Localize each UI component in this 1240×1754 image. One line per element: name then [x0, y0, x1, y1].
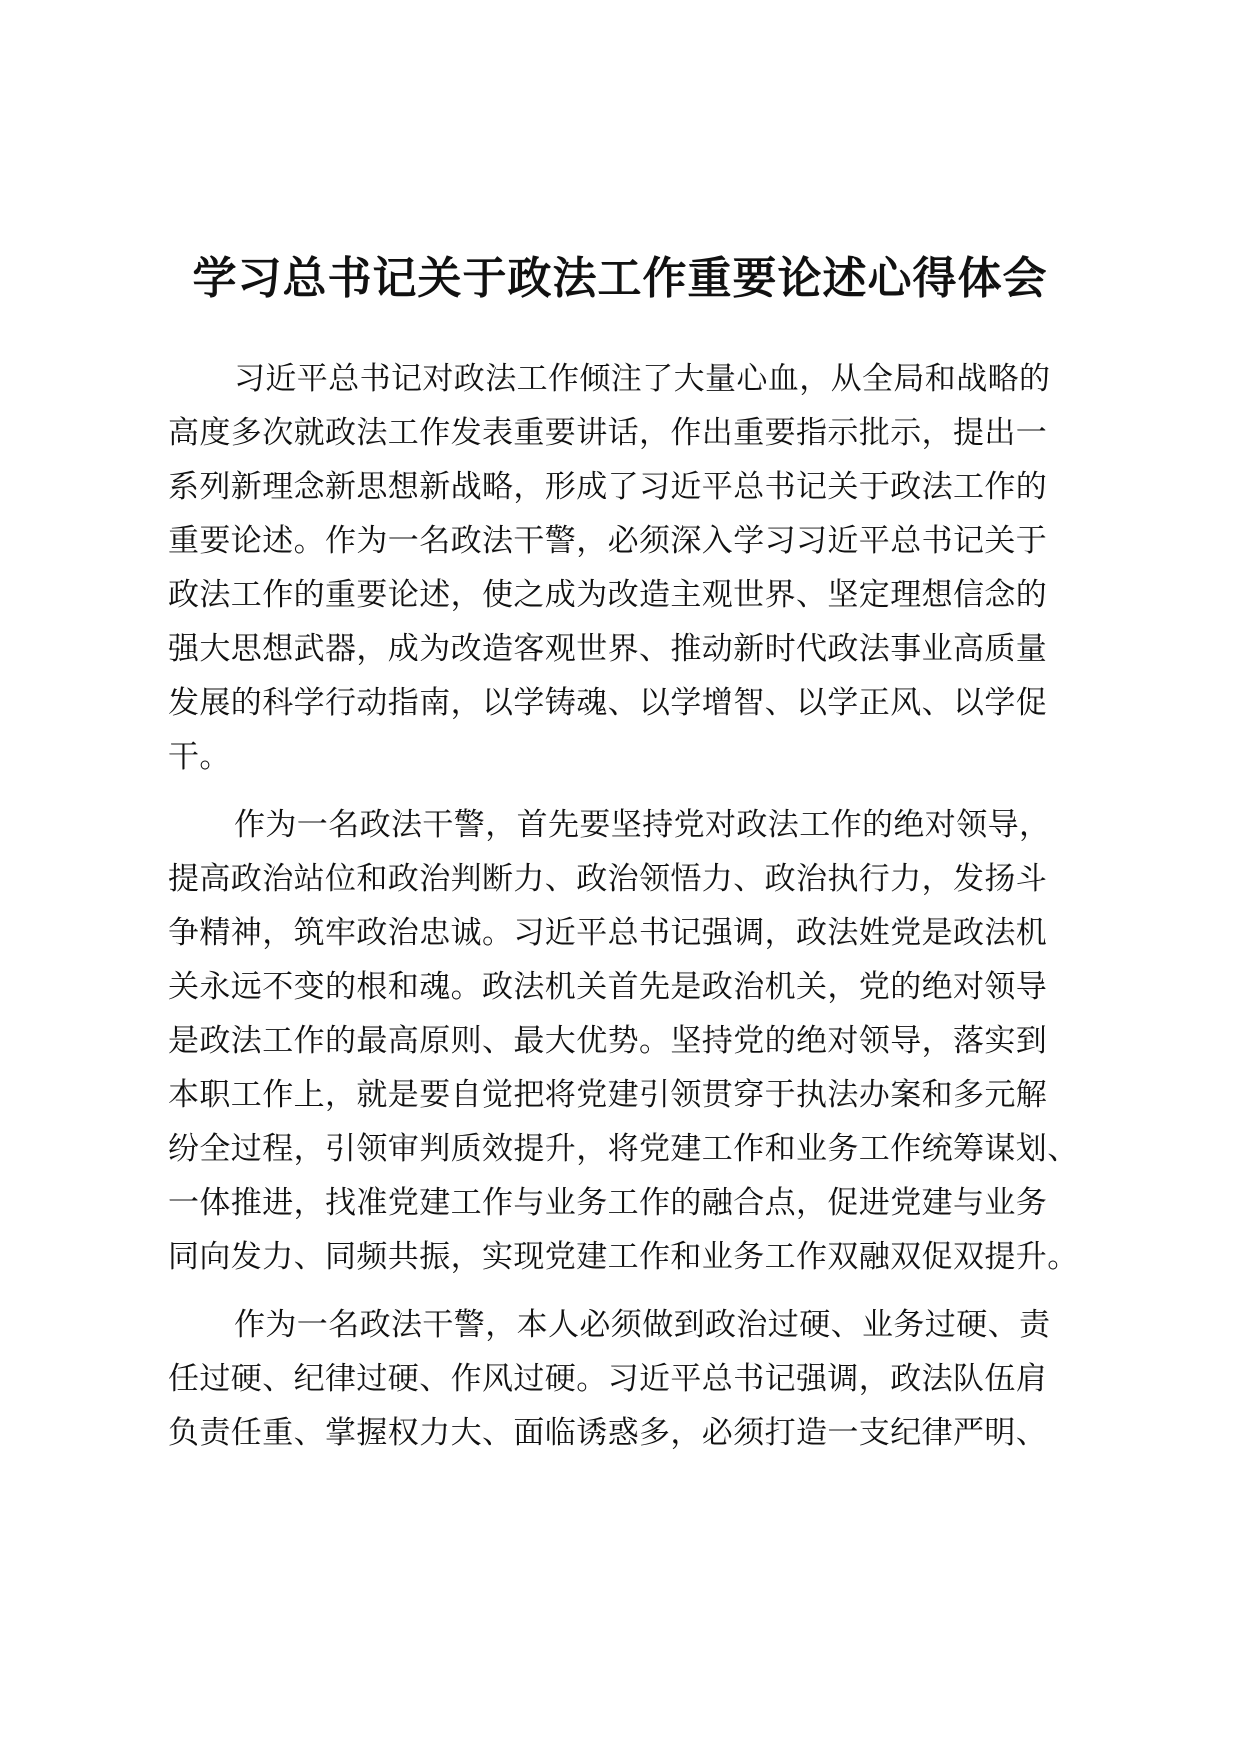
paragraph-line: 关永远不变的根和魂。政法机关首先是政治机关，党的绝对领导 — [168, 969, 1048, 1005]
paragraph-line: 同向发力、同频共振，实现党建工作和业务工作双融双促双提升。 — [168, 1239, 1079, 1275]
paragraph-line: 强大思想武器，成为改造客观世界、推动新时代政法事业高质量 — [168, 631, 1048, 667]
paragraph-line: 一体推进，找准党建工作与业务工作的融合点，促进党建与业务 — [168, 1185, 1048, 1221]
paragraph-3 — [168, 1298, 1090, 1460]
paragraph-line: 提高政治站位和政治判断力、政治领悟力、政治执行力，发扬斗 — [168, 861, 1048, 897]
paragraph-line: 系列新理念新思想新战略，形成了习近平总书记关于政法工作的 — [168, 469, 1048, 505]
paragraph-line: 高度多次就政法工作发表重要讲话，作出重要指示批示，提出一 — [168, 415, 1048, 451]
paragraph-line: 重要论述。作为一名政法干警，必须深入学习习近平总书记关于 — [168, 523, 1048, 559]
paragraph-line: 负责任重、掌握权力大、面临诱惑多，必须打造一支纪律严明、 — [168, 1415, 1048, 1451]
document-title: 学习总书记关于政法工作重要论述心得体会 — [192, 253, 1048, 305]
paragraph-2 — [168, 798, 1090, 1284]
paragraph-line: 是政法工作的最高原则、最大优势。坚持党的绝对领导，落实到 — [168, 1023, 1048, 1059]
paragraph-1 — [168, 352, 1090, 784]
paragraph-line: 政法工作的重要论述，使之成为改造主观世界、坚定理想信念的 — [168, 577, 1048, 613]
paragraph-line: 作为一名政法干警，首先要坚持党对政法工作的绝对领导， — [234, 807, 1051, 843]
document-body — [168, 352, 1090, 1460]
paragraph-line: 作为一名政法干警，本人必须做到政治过硬、业务过硬、责 — [234, 1307, 1051, 1343]
paragraph-line: 本职工作上，就是要自觉把将党建引领贯穿于执法办案和多元解 — [168, 1077, 1048, 1113]
paragraph-line: 习近平总书记对政法工作倾注了大量心血，从全局和战略的 — [234, 361, 1051, 397]
paragraph-line: 发展的科学行动指南，以学铸魂、以学增智、以学正风、以学促 — [168, 685, 1048, 721]
paragraph-line: 纷全过程，引领审判质效提升，将党建工作和业务工作统筹谋划、 — [168, 1131, 1079, 1167]
paragraph-line: 干。 — [168, 739, 231, 775]
paragraph-line: 任过硬、纪律过硬、作风过硬。习近平总书记强调，政法队伍肩 — [168, 1361, 1048, 1397]
paragraph-line: 争精神，筑牢政治忠诚。习近平总书记强调，政法姓党是政法机 — [168, 915, 1048, 951]
